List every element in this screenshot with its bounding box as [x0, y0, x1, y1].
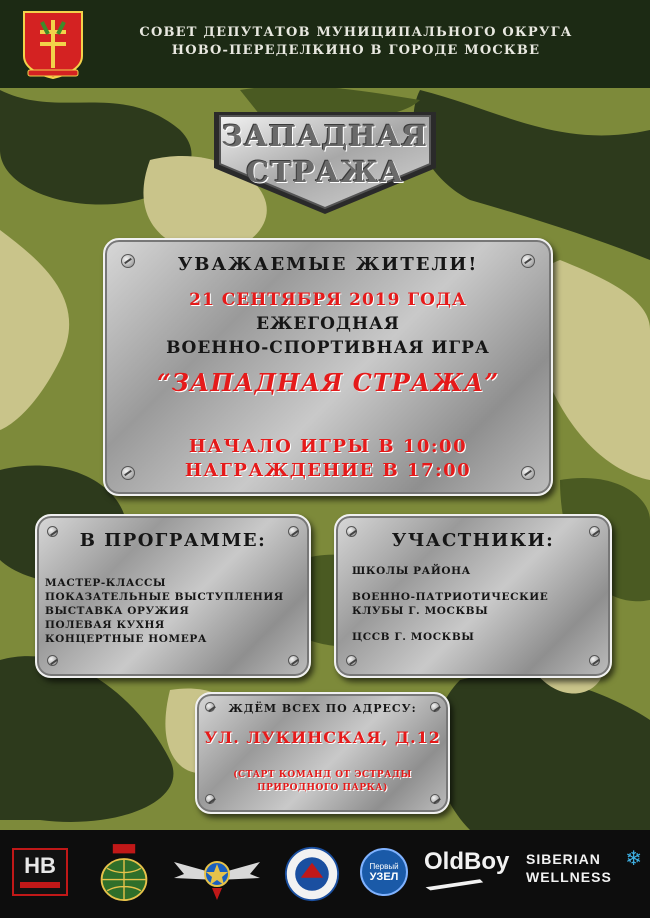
- badge-line-1: ЗАПАДНАЯ: [222, 119, 428, 153]
- list-item: КОНЦЕРТНЫЕ НОМЕРА: [45, 633, 208, 645]
- game-name: “ЗАПАДНАЯ СТРАЖА”: [156, 368, 500, 397]
- list-item: ЦССВ Г. МОСКВЫ: [352, 631, 475, 643]
- siberian-line-1: SIBERIAN: [526, 851, 601, 867]
- list-item: КЛУБЫ Г. МОСКВЫ: [352, 605, 489, 617]
- game-type-line: ВОЕННО-СПОРТИВНАЯ ИГРА: [166, 338, 490, 358]
- main-announcement-plate: [103, 238, 553, 496]
- rospatriot-logo-icon: [284, 846, 340, 902]
- airborne-wings-logo-icon: [172, 844, 262, 904]
- razor-icon: [424, 876, 504, 892]
- badge-line-2: СТРАЖА: [246, 155, 404, 189]
- participants-list: [352, 564, 602, 644]
- awards-time: НАГРАЖДЕНИЕ В 17:00: [184, 460, 472, 481]
- first-uzel-line-2: УЗЕЛ: [369, 871, 399, 883]
- screw-icon: [346, 655, 357, 666]
- first-uzel-line-1: Первый: [369, 862, 399, 871]
- list-item: ПОЛЕВАЯ КУХНЯ: [45, 619, 165, 631]
- street-address: УЛ. ЛУКИНСКАЯ, Д.12: [204, 728, 441, 747]
- event-date: 21 СЕНТЯБРЯ 2019 ГОДА: [189, 290, 467, 310]
- program-plate: [35, 514, 311, 678]
- council-line-2: НОВО-ПЕРЕДЕЛКИНО В ГОРОДЕ МОСКВЕ: [171, 43, 541, 58]
- address-plate: [195, 692, 450, 814]
- coat-of-arms-icon: [22, 10, 84, 80]
- list-item: ВЫСТАВКА ОРУЖИЯ: [45, 605, 190, 617]
- program-list: [45, 576, 307, 646]
- annual-line: ЕЖЕГОДНАЯ: [256, 314, 400, 334]
- invite-line: ЖДЁМ ВСЕХ ПО АДРЕСУ:: [228, 702, 417, 715]
- badge-title: [210, 118, 440, 190]
- screw-icon: [205, 794, 215, 804]
- hb-logo-text: НВ: [24, 853, 56, 878]
- siberian-wellness-logo: [526, 846, 642, 894]
- list-item: ВОЕННО-ПАТРИОТИЧЕСКИЕ: [352, 591, 549, 603]
- screw-icon: [288, 655, 299, 666]
- screw-icon: [589, 655, 600, 666]
- oldboy-logo-text: OldBoy: [424, 848, 510, 875]
- participants-plate: [334, 514, 612, 678]
- snowflake-icon: ❄: [625, 846, 642, 870]
- hb-logo: [12, 848, 68, 896]
- start-time: НАЧАЛО ИГРЫ В 10:00: [188, 436, 468, 457]
- first-uzel-logo: [360, 848, 408, 896]
- program-title: В ПРОГРАММЕ:: [79, 530, 267, 551]
- list-item: МАСТЕР-КЛАССЫ: [45, 577, 167, 589]
- sponsors-footer: [0, 830, 650, 918]
- greeting: УВАЖАЕМЫЕ ЖИТЕЛИ!: [177, 254, 479, 275]
- council-line-1: СОВЕТ ДЕПУТАТОВ МУНИЦИПАЛЬНОГО ОКРУГА: [139, 25, 573, 40]
- council-name: [96, 24, 616, 60]
- list-item: ПОКАЗАТЕЛЬНЫЕ ВЫСТУПЛЕНИЯ: [45, 591, 284, 603]
- oldboy-logo: [424, 848, 524, 900]
- globe-club-logo-icon: [96, 840, 152, 906]
- participants-title: УЧАСТНИКИ:: [391, 530, 555, 551]
- address-note-line-1: (СТАРТ КОМАНД ОТ ЭСТРАДЫ: [233, 770, 412, 780]
- address-note-line-2: ПРИРОДНОГО ПАРКА): [257, 783, 388, 793]
- screw-icon: [47, 655, 58, 666]
- siberian-line-2: WELLNESS: [526, 869, 612, 885]
- list-item: ШКОЛЫ РАЙОНА: [352, 565, 471, 577]
- header-bar: [0, 0, 650, 88]
- screw-icon: [430, 794, 440, 804]
